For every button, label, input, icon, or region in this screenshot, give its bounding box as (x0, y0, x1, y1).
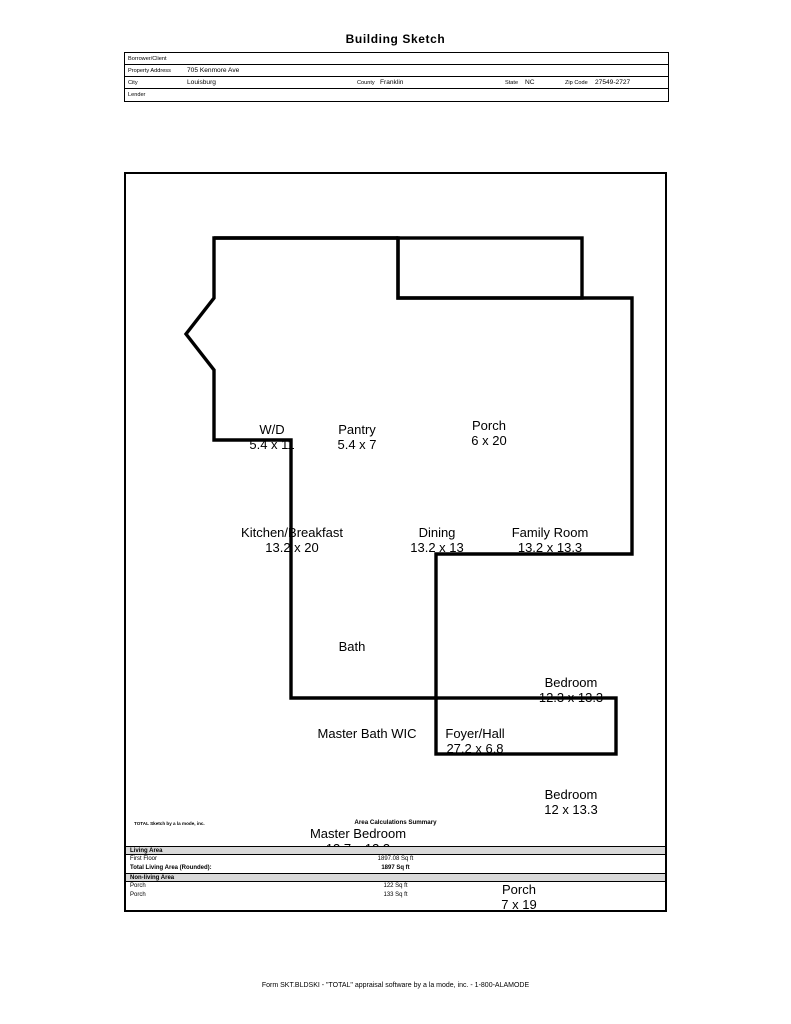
area-calculations-title: Area Calculations Summary (354, 819, 437, 826)
room-label-dining (410, 525, 464, 555)
building-sketch-frame (124, 172, 667, 912)
room-label-wd (249, 422, 294, 452)
area-line-total-living (126, 864, 665, 873)
area-line-value: 1897 Sq ft (381, 865, 410, 871)
value-city: Louisburg (187, 79, 216, 86)
area-section-heading-nonliving: Non-living Area (126, 873, 665, 882)
room-name: Porch (472, 418, 506, 433)
room-label-bath (339, 639, 366, 654)
room-dim: 12 x 13.3 (544, 802, 598, 817)
room-label-porch-top (471, 418, 506, 448)
room-label-bedroom-1 (539, 675, 603, 705)
room-dim: 7 x 19 (501, 897, 537, 912)
house-outline (186, 238, 632, 698)
property-info-table (124, 52, 669, 102)
info-row-borrower (125, 53, 668, 65)
area-line-name: Porch (130, 892, 146, 898)
sketch-credit: TOTAL Sketch by a la mode, inc. (134, 821, 205, 826)
room-dim: 5.4 x 7 (337, 437, 377, 452)
area-line-name: Porch (130, 883, 146, 889)
area-line-first-floor (126, 855, 665, 864)
room-name: Kitchen/Breakfast (241, 525, 343, 540)
room-label-foyer-hall (445, 726, 504, 756)
room-name: Pantry (338, 422, 376, 437)
room-name: Foyer/Hall (445, 726, 505, 741)
room-label-pantry (337, 422, 376, 452)
room-name: Bath (338, 639, 366, 654)
area-line-porch-2 (126, 891, 665, 900)
area-line-value: 122 Sq ft (383, 883, 408, 889)
room-name: Master Bedroom (309, 826, 407, 841)
room-name: Family Room (511, 525, 589, 540)
info-row-city (125, 77, 668, 89)
area-line-name: First Floor (130, 856, 157, 862)
area-calculations-table (126, 846, 665, 900)
area-line-name: Total Living Area (Rounded): (130, 865, 212, 871)
label-county: County (357, 80, 375, 86)
area-line-value: 133 Sq ft (383, 892, 408, 898)
area-section-heading-living: Living Area (126, 846, 665, 855)
room-name: Bedroom (544, 675, 598, 690)
room-name: Dining (418, 525, 456, 540)
room-name: Porch (502, 882, 536, 897)
label-property-address: Property Address (128, 68, 171, 74)
room-label-family-room (512, 525, 589, 555)
room-dim: 6 x 20 (471, 433, 507, 448)
label-borrower-client: Borrower/Client (128, 56, 167, 62)
value-county: Franklin (380, 79, 404, 86)
area-line-value: 1897.08 Sq ft (377, 856, 414, 862)
room-dim: 5.4 x 11 (249, 437, 295, 452)
room-label-master-bath-wic (318, 726, 417, 741)
label-state: State (505, 80, 519, 86)
label-city: City (128, 80, 138, 86)
porch-top-outline (398, 238, 582, 298)
value-zip-code: 27549-2727 (595, 79, 631, 86)
form-footer: Form SKT.BLDSKI - "TOTAL" appraisal software by a la mode, inc. - 1-800-ALAMODE (261, 982, 530, 989)
info-row-property-address (125, 65, 668, 77)
value-property-address: 705 Kenmore Ave (187, 67, 240, 74)
page-title: Building Sketch (345, 32, 446, 46)
room-dim: 13.2 x 20 (265, 540, 319, 555)
room-name: Master Bath WIC (317, 726, 417, 741)
room-dim: 13.2 x 13 (410, 540, 464, 555)
info-row-lender (125, 89, 668, 101)
room-dim: 12.3 x 13.3 (538, 690, 604, 705)
value-state: NC (525, 79, 535, 86)
room-name: Bedroom (544, 787, 598, 802)
label-lender: Lender (128, 92, 146, 98)
room-label-bedroom-2 (544, 787, 598, 817)
room-label-kitchen-breakfast (241, 525, 343, 555)
room-name: W/D (259, 422, 285, 437)
area-line-porch-1 (126, 882, 665, 891)
room-dim: 27.2 x 6.8 (446, 741, 504, 756)
label-zip-code: Zip Code (565, 80, 588, 86)
room-dim: 13.2 x 13.3 (517, 540, 583, 555)
